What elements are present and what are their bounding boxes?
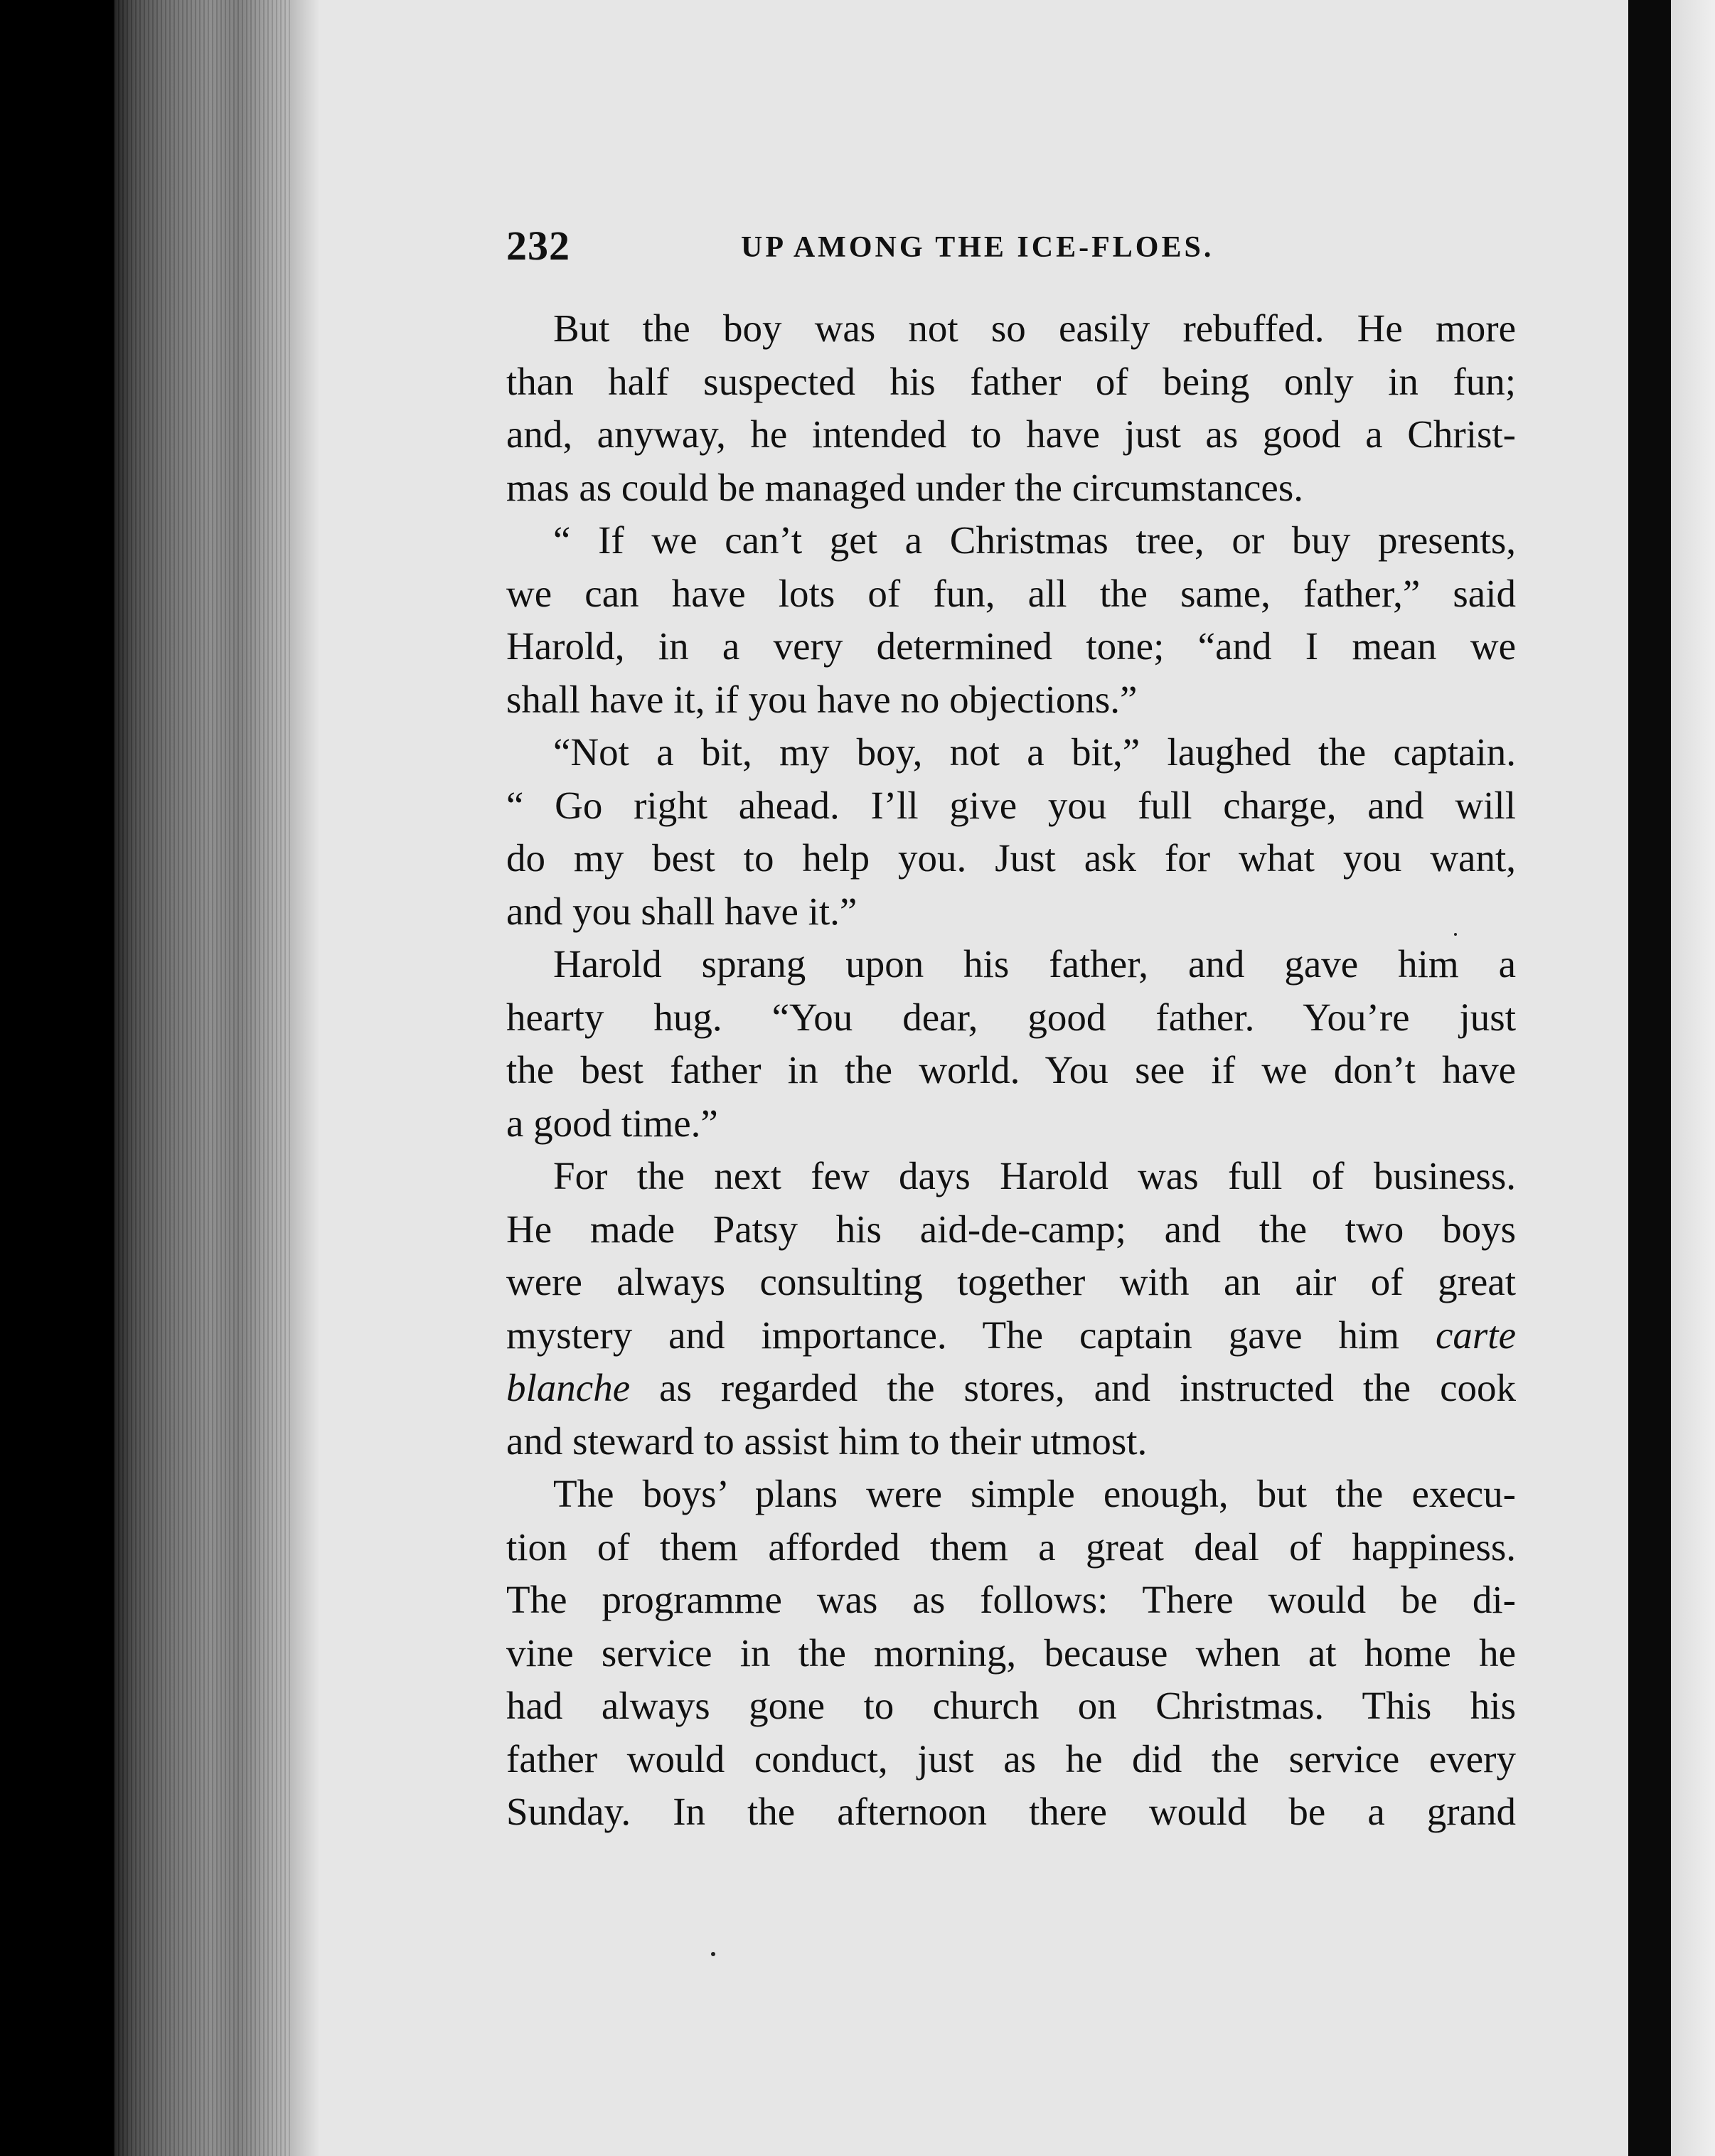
text-line: [506, 885, 1516, 939]
text-line: [506, 1521, 1516, 1574]
italic-phrase: blanche: [506, 1366, 631, 1409]
text-line: [506, 302, 1516, 356]
text-line: [506, 1786, 1516, 1839]
text-line: [506, 1309, 1516, 1362]
text-line: [506, 461, 1516, 515]
dust-speck: [1454, 933, 1457, 936]
line-text: had always gone to church on Christmas. This his: [506, 1684, 1516, 1727]
line-text: mystery and importance. The captain gave him: [506, 1313, 1436, 1357]
text-line: [506, 1733, 1516, 1786]
line-text: as regarded the stores, and instructed the cook: [630, 1366, 1516, 1409]
line-text: and you shall have it.”: [506, 889, 858, 933]
text-line: [506, 567, 1516, 621]
text-line: [506, 991, 1516, 1045]
right-dark-border: [1628, 0, 1671, 2156]
line-text: “ If we can’t get a Christmas tree, or buy presents,: [553, 518, 1516, 562]
text-line: [506, 1097, 1516, 1151]
text-line: [506, 408, 1516, 461]
text-line: [506, 1044, 1516, 1097]
line-text: than half suspected his father of being only in fun;: [506, 359, 1516, 403]
line-text: father would conduct, just as he did the service every: [506, 1736, 1516, 1781]
body-text: [506, 302, 1516, 1839]
text-line: [506, 1362, 1516, 1415]
right-page-edge: [1671, 0, 1715, 2156]
text-line: [506, 673, 1516, 727]
line-text: “Not a bit, my boy, not a bit,” laughed the captain.: [553, 730, 1516, 774]
line-text: Harold, in a very determined tone; “and I mean we: [506, 624, 1516, 668]
page-number: 232: [506, 223, 570, 269]
text-line: [506, 356, 1516, 409]
line-text: were always consulting together with an air of great: [506, 1260, 1516, 1303]
text-line: [506, 1203, 1516, 1256]
left-page-edges: [114, 0, 292, 2156]
text-line: [506, 1150, 1516, 1203]
line-text: The boys’ plans were simple enough, but the execu-: [553, 1472, 1516, 1515]
line-text: vine service in the morning, because when at home he: [506, 1631, 1516, 1675]
line-text: Sunday. In the afternoon there would be a grand: [506, 1790, 1516, 1833]
text-line: [506, 832, 1516, 885]
dust-speck: [711, 1952, 715, 1956]
text-line: [506, 1468, 1516, 1521]
line-text: the best father in the world. You see if we don’t have: [506, 1048, 1516, 1092]
line-text: But the boy was not so easily rebuffed. He more: [553, 306, 1516, 350]
text-line: [506, 938, 1516, 991]
text-line: [506, 1574, 1516, 1627]
text-line: [506, 620, 1516, 673]
text-line: [506, 514, 1516, 567]
line-text: and steward to assist him to their utmost.: [506, 1419, 1148, 1463]
text-line: [506, 726, 1516, 779]
gutter-shadow: [292, 0, 320, 2156]
line-text: tion of them afforded them a great deal of happiness.: [506, 1525, 1516, 1569]
line-text: and, anyway, he intended to have just as good a Christ-: [506, 412, 1516, 456]
line-text: He made Patsy his aid-de-camp; and the two boys: [506, 1207, 1516, 1251]
italic-phrase: carte: [1435, 1313, 1516, 1357]
line-text: hearty hug. “You dear, good father. You’re just: [506, 995, 1516, 1039]
running-title: UP AMONG THE ICE-FLOES.: [741, 231, 1214, 264]
line-text: a good time.”: [506, 1101, 718, 1145]
text-line: [506, 779, 1516, 833]
line-text: For the next few days Harold was full of business.: [553, 1154, 1516, 1197]
line-text: “ Go right ahead. I’ll give you full charge, and will: [506, 783, 1516, 827]
text-line: [506, 1415, 1516, 1468]
line-text: The programme was as follows: There would be di-: [506, 1578, 1516, 1621]
text-line: [506, 1627, 1516, 1680]
line-text: do my best to help you. Just ask for what you want,: [506, 836, 1516, 880]
line-text: mas as could be managed under the circumstances.: [506, 465, 1303, 509]
text-line: [506, 1256, 1516, 1309]
line-text: we can have lots of fun, all the same, father,” said: [506, 571, 1516, 615]
text-line: [506, 1680, 1516, 1733]
running-head: [506, 222, 1509, 272]
line-text: shall have it, if you have no objections.”: [506, 677, 1138, 721]
line-text: Harold sprang upon his father, and gave him a: [553, 942, 1516, 986]
